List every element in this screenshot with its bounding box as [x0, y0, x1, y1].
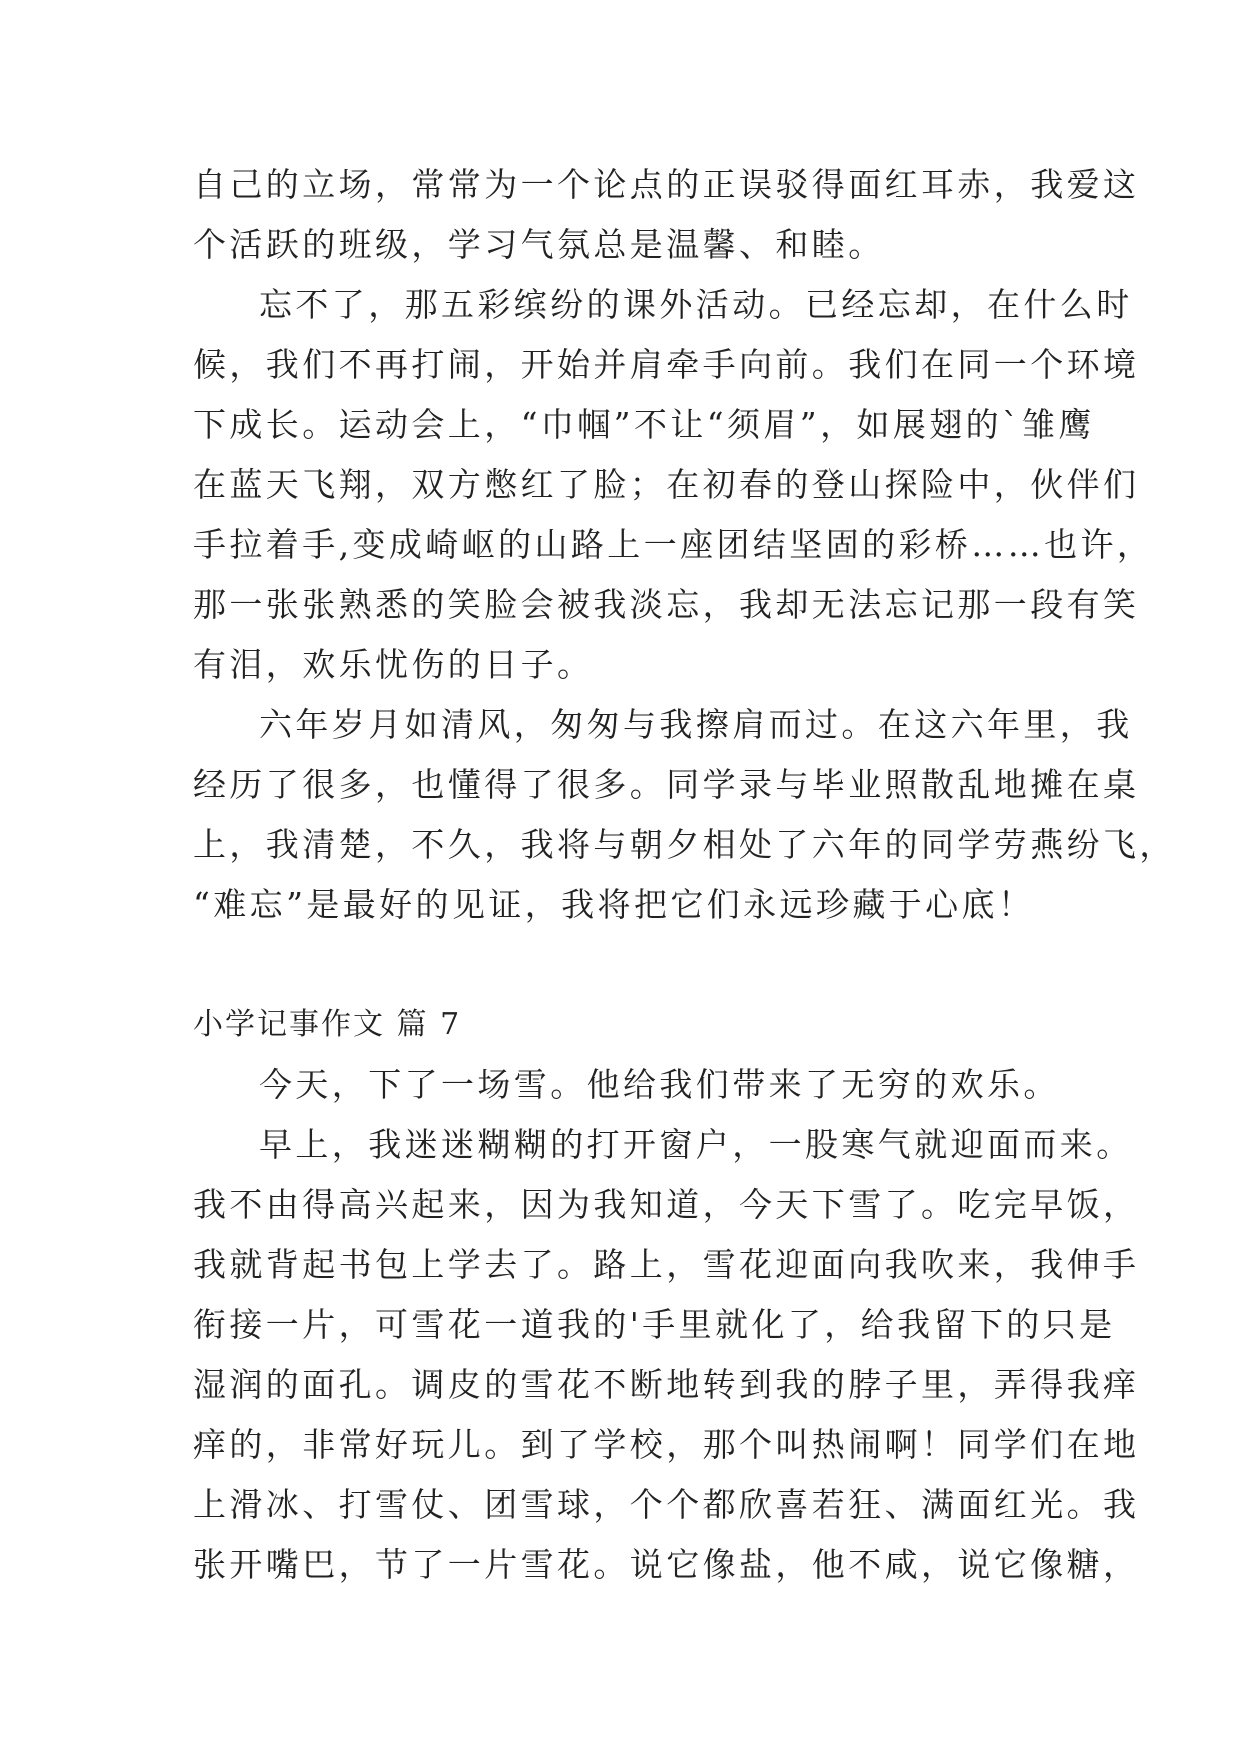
- paragraph: [193, 1115, 1140, 1595]
- text-line: 早上，我迷迷糊糊的打开窗户，一股寒气就迎面而来。: [259, 1125, 1133, 1164]
- text-line: 张开嘴巴，节了一片雪花。说它像盐，他不咸，说它像糖，: [193, 1545, 1140, 1584]
- text-line: 上，我清楚，不久，我将与朝夕相处了六年的同学劳燕纷飞，: [193, 825, 1176, 864]
- text-line: 手拉着手,变成崎岖的山路上一座团结坚固的彩桥……也许，: [193, 525, 1154, 564]
- text-line: 在蓝天飞翔，双方憋红了脸；在初春的登山探险中，伙伴们: [193, 465, 1140, 504]
- text-line: 六年岁月如清风，匆匆与我擦肩而过。在这六年里，我: [259, 705, 1133, 744]
- text-line: 个活跃的班级，学习气氛总是温馨、和睦。: [193, 225, 885, 264]
- text-line: 候，我们不再打闹，开始并肩牵手向前。我们在同一个环境: [193, 345, 1140, 384]
- text-line: “难忘”是最好的见证，我将把它们永远珍藏于心底！: [193, 885, 1035, 924]
- text-line: 痒的，非常好玩儿。到了学校，那个叫热闹啊！同学们在地: [193, 1425, 1140, 1464]
- paragraph: [193, 155, 1140, 275]
- text-line: 那一张张熟悉的笑脸会被我淡忘，我却无法忘记那一段有笑: [193, 585, 1140, 624]
- document-page: [193, 155, 1176, 1595]
- text-line: 忘不了，那五彩缤纷的课外活动。已经忘却，在什么时: [259, 285, 1133, 324]
- text-line: 有泪，欢乐忧伤的日子。: [193, 645, 594, 684]
- text-line: 湿润的面孔。调皮的雪花不断地转到我的脖子里，弄得我痒: [193, 1365, 1140, 1404]
- text-line: 今天，下了一场雪。他给我们带来了无穷的欢乐。: [259, 1065, 1060, 1104]
- text-line: 上滑冰、打雪仗、团雪球，个个都欣喜若狂、满面红光。我: [193, 1485, 1140, 1524]
- text-line: 我就背起书包上学去了。路上，雪花迎面向我吹来，我伸手: [193, 1245, 1140, 1284]
- text-line: 下成长。运动会上，“巾帼”不让“须眉”，如展翅的`雏鹰: [193, 405, 1095, 444]
- text-line: 我不由得高兴起来，因为我知道，今天下雪了。吃完早饭，: [193, 1185, 1140, 1224]
- text-line: 经历了很多，也懂得了很多。同学录与毕业照散乱地摊在桌: [193, 765, 1140, 804]
- text-line: 衔接一片，可雪花一道我的'手里就化了，给我留下的只是: [193, 1305, 1116, 1344]
- section-heading: 小学记事作文 篇 7: [193, 1007, 462, 1042]
- paragraph: [193, 275, 1154, 695]
- text-line: 自己的立场，常常为一个论点的正误驳得面红耳赤，我爱这: [193, 165, 1140, 204]
- paragraph: [193, 695, 1176, 935]
- paragraph: [193, 1055, 1073, 1115]
